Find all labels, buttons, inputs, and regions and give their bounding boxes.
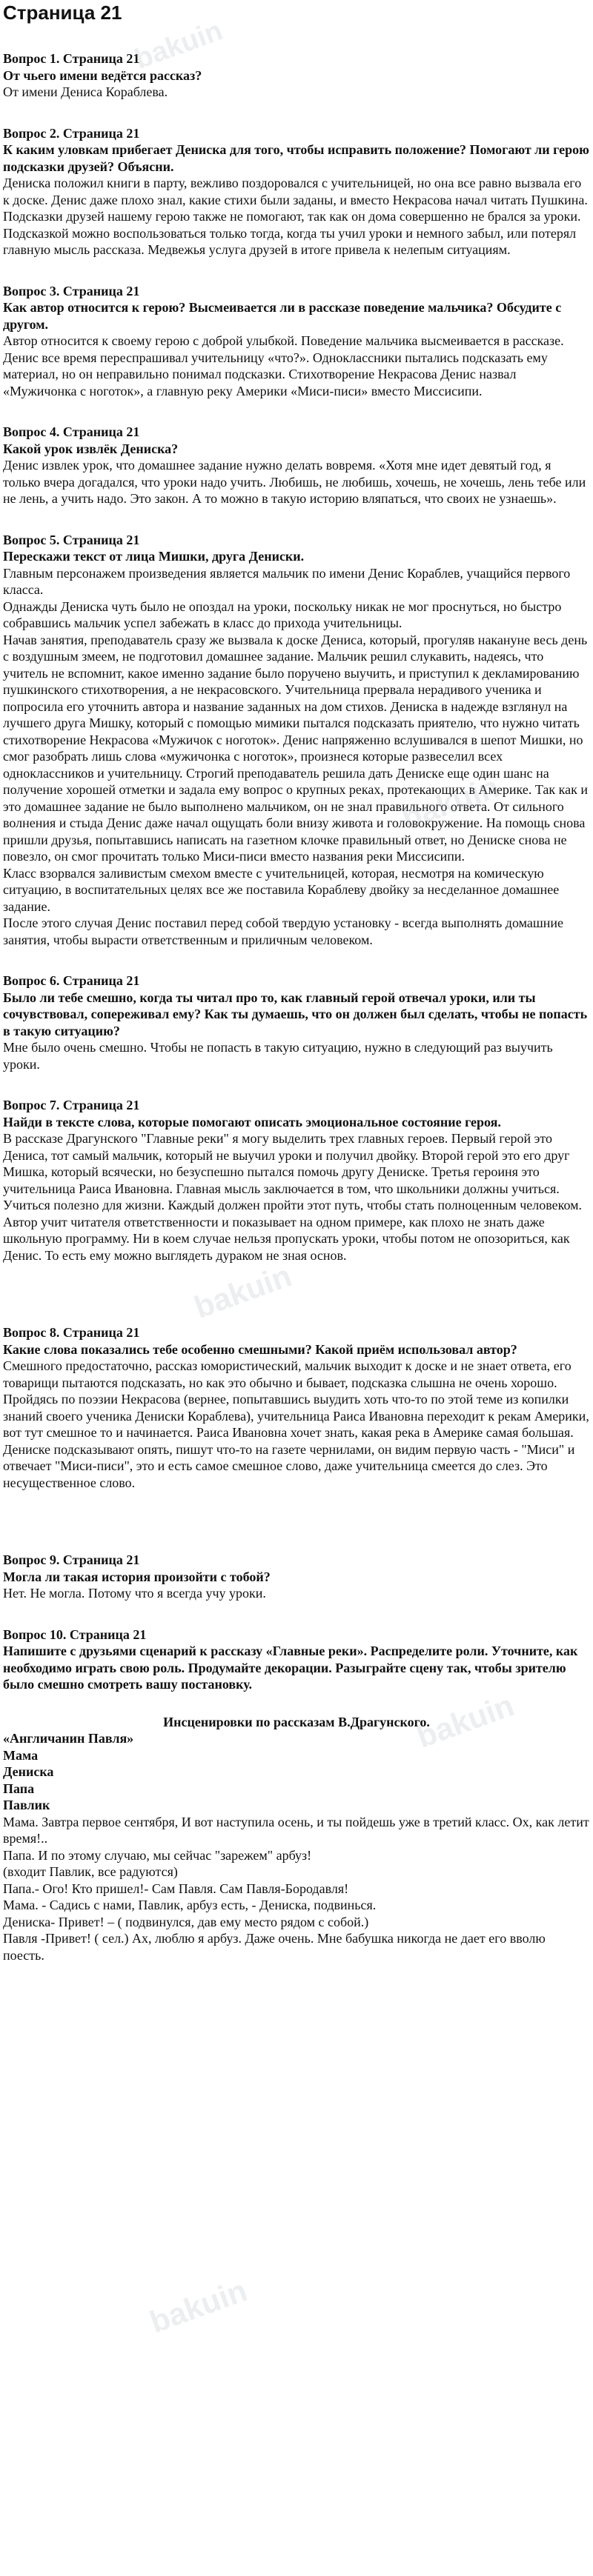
role-name: Мама xyxy=(3,1747,39,1763)
answer-paragraph: Главным персонажем произведения является мальчик по имени Денис Кораблев, учащийся первого класса. xyxy=(3,565,571,597)
scenario-line: Мама. Завтра первое сентября, И вот наступила осень, и ты пойдешь уже в третий класс. Ох, как летит время!.. xyxy=(3,1814,589,1846)
question-header: Вопрос 3. Страница 21 xyxy=(3,283,140,298)
answer xyxy=(3,1585,590,1602)
question-block xyxy=(3,532,590,949)
question-text: К каким уловкам прибегает Дениска для того, чтобы исправить положение? Помогают ли герою подсказки друзей? Объясни. xyxy=(3,142,589,174)
question-block xyxy=(3,1324,590,1491)
answer xyxy=(3,1358,590,1491)
scenario-line: Павля -Привет! ( сел.) Ах, люблю я арбуз. Даже очень. Мне бабушка никогда не дает его вволю поесть. xyxy=(3,1931,546,1963)
question-header: Вопрос 7. Страница 21 xyxy=(3,1098,140,1112)
question-header: Вопрос 1. Страница 21 xyxy=(3,51,140,66)
question-text: Могла ли такая история произойти с тобой? xyxy=(3,1569,271,1584)
question-text: Как автор относится к герою? Высмеивается ли в рассказе поведение мальчика? Обсудите с другом. xyxy=(3,300,562,332)
question-header: Вопрос 8. Страница 21 xyxy=(3,1325,140,1340)
question-text: Напишите с друзьями сценарий к рассказу «Главные реки». Распределите роли. Уточните, как необходимо играть свою роль. Продумайте декорации. Разыграйте сцену так, чтобы зрителю было смешно смотреть вашу постановку. xyxy=(3,1644,578,1692)
answer xyxy=(3,333,590,399)
question-text: Какие слова показались тебе особенно смешными? Какой приём использовал автор? xyxy=(3,1341,517,1357)
question-text: Было ли тебе смешно, когда ты читал про то, как главный герой отвечал уроки, или ты сочувствовал, сопереживал ему? Как ты думаешь, что он должен был сделать, чтобы не попасть в такую ситуацию? xyxy=(3,990,588,1038)
answer-paragraph: В рассказе Драгунского "Главные реки" я могу выделить трех главных героев. Первый герой это Дениса, тот самый мальчик, который не выучил уроки и получил двойку. Второй герой это его друг Мишка, который всячески, но безуспешно пытался помочь другу Дениске. Третья героиня это учительница Раиса Ивановна. Главная мысль заключается в том, что школьники должны учиться. Учиться полезно для жизни. Каждый должен пройти этот путь, чтобы стать полноценным человеком. Автор учит читателя ответственности и показывает на одном примере, как плохо не знать даже школьную программу. Ни в коем случае нельзя пропускать уроки, чтобы потом не опозориться, как Денис. То есть ему можно выглядеть дураком не зная основ. xyxy=(3,1131,583,1263)
answer xyxy=(3,565,590,949)
answer-paragraph: Начав занятия, преподаватель сразу же вызвала к доске Дениса, который, прогуляв накануне весь день с воздушным змеем, не подготовил домашнее задание. Мальчик решил слукавить, надеясь, что учитель не вспомнит, какое именно задание было поручено выучить, и приступил к декламированию пушкинского стихотворения, а не некрасовского. Учительница прервала нерадивого ученика и попросила его уточнить автора и название заданных на дом стихов. Дениска в надежде взглянул на лучшего друга Мишку, который с помощью мимики пытался подсказать приятелю, что нужно читать стихотворение Некрасова «Мужичок с ноготок». Денис напряженно вслушивался в шепот Мишки, но смог разобрать лишь слова «мужичонка с ноготок», произнеся которые развеселил всех одноклассников и учительницу. Строгий преподаватель решила дать Денискe еще один шанс на получение хорошей отметки и задала ему вопрос о крупных реках, протекающих в Америке. Так как и это домашнее задание не было выполнено мальчиком, он не знал правильного ответа. От сильного волнения и стыда Денис даже начал ощущать боли внизу живота и головокружение. На помощь снова пришли друзья, попытавшись написать на газетном клочке правильный ответ, но Дениске снова не повезло, он смог прочитать только Миси-писи вместо названия реки Миссисипи. xyxy=(3,632,588,864)
scenario-title: Инсценировки по рассказам В.Драгунского. xyxy=(163,1714,430,1729)
question-header: Вопрос 6. Страница 21 xyxy=(3,973,140,988)
watermark: bakuin xyxy=(189,1258,296,1325)
question-block xyxy=(3,1626,590,1693)
role-name: Папа xyxy=(3,1781,35,1796)
answer xyxy=(3,1130,590,1264)
question-header: Вопрос 4. Страница 21 xyxy=(3,424,140,439)
question-block xyxy=(3,50,590,101)
answer-paragraph: Автор относится к своему герою с доброй улыбкой. Поведение мальчика высмеивается в рассказе. Денис все время переспрашивал учительницу «что?». Одноклассники пытались подсказать ему материал, но он неправильно понимал подсказки. Стихотворение Некрасова Денис назвал «Мужичонка с ноготок», а главную реку Америки «Миси-писи» вместо Миссисипи. xyxy=(3,333,564,398)
page-title: Страница 21 xyxy=(3,1,122,24)
scenario-line: Папа. И по этому случаю, мы сейчас "зарежем" арбуз! xyxy=(3,1847,312,1863)
question-block xyxy=(3,972,590,1072)
answer-paragraph: Мне было очень смешно. Чтобы не попасть в такую ситуацию, нужно в следующий раз выучить уроки. xyxy=(3,1040,553,1072)
answer xyxy=(3,457,590,507)
watermark: bakuin xyxy=(145,2272,252,2340)
watermark: bakuin xyxy=(411,1687,519,1755)
question-text: От чьего имени ведётся рассказ? xyxy=(3,67,202,83)
question-text: Перескажи текст от лица Мишки, друга Дениски. xyxy=(3,549,305,564)
question-header: Вопрос 10. Страница 21 xyxy=(3,1626,147,1642)
answer-paragraph: После этого случая Денис поставил перед собой твердую установку - всегда выполнять домашние занятия, чтобы вырасти ответственным и приличным человеком. xyxy=(3,915,563,947)
scenario-line: (входит Павлик, все радуются) xyxy=(3,1864,178,1879)
role-name: Павлик xyxy=(3,1798,50,1812)
scenario-line: Дениска- Привет! – ( подвинулся, дав ему место рядом с собой.) xyxy=(3,1914,369,1929)
question-text: Какой урок извлёк Дениска? xyxy=(3,441,179,456)
question-block xyxy=(3,125,590,258)
question-text: Найди в тексте слова, которые помогают описать эмоциональное состояние героя. xyxy=(3,1114,501,1129)
question-block xyxy=(3,283,590,400)
watermark: bakuin xyxy=(397,769,504,836)
role-name: Дениска xyxy=(3,1764,54,1779)
question-header: Вопрос 5. Страница 21 xyxy=(3,532,140,547)
question-block xyxy=(3,1097,590,1264)
question-header: Вопрос 9. Страница 21 xyxy=(3,1552,140,1567)
scenario-line: Мама. - Садись с нами, Павлик, арбуз есть, - Дениска, подвинься. xyxy=(3,1898,377,1912)
answer-paragraph: От имени Дениса Кораблева. xyxy=(3,84,168,99)
watermark: bakuin xyxy=(130,15,227,76)
answer-paragraph: Смешного предостаточно, рассказ юмористический, мальчик выходит к доске и не знает ответа, его товарищи пытаются подсказать, но как это обычно и бывает, подсказка слышна не очень хорошо. Пройдясь по поэзии Некрасова (вернее, попытавшись выудить хоть что-то по этой теме из копилки знаний своего ученика Дениски Кораблева), учительница Раиса Ивановна переходит к рекам Америки, вот тут смешное то и начинается. Раиса Ивановна хочет знать, какая река в Америке самая большая. Дениске подсказывают опять, пишут что-то на газете чернилами, он видим первую часть - "Миси" и отвечает "Миси-писи", это и есть самое смешное слово, даже учительница смеется до слез. Это несущественное слово. xyxy=(3,1358,589,1490)
question-block xyxy=(3,424,590,507)
answer-paragraph: Однажды Дениска чуть было не опоздал на уроки, поскольку никак не мог проснуться, но быстро собравшись мальчик успел забежать в класс до прихода учительницы. xyxy=(3,598,562,630)
answer-paragraph: Денис извлек урок, что домашнее задание нужно делать вовремя. «Хотя мне идет девятый год, я только вчера догадался, что уроки надо учить. Любишь, не любишь, хочешь, не хочешь, лень тебе или не лень, а учить надо. Это закон. А то можно в такую историю вляпаться, что своих не узнаешь». xyxy=(3,458,586,506)
document-body xyxy=(0,50,593,1963)
answer xyxy=(3,1039,590,1072)
question-header: Вопрос 2. Страница 21 xyxy=(3,125,140,141)
answer xyxy=(3,175,590,258)
answer-paragraph: Дениска положил книги в парту, вежливо поздоровался с учительницей, но она все равно вызвала его к доске. Денис даже плохо знал, какие стихи были заданы, и вместо Некрасова начал читать Пушкина. Подсказки друзей нашему герою также не помогают, так как он дома совершенно не брался за уроки. Подсказкой можно воспользоваться только тогда, когда ты учил уроки и немного забыл, или потерял главную мысль рассказа. Медвежья услуга друзей в итоге привела к нелепым ситуациям. xyxy=(3,176,588,257)
answer xyxy=(3,84,590,101)
answer-paragraph: Класс взорвался заливистым смехом вместе с учительницей, которая, несмотря на комическую ситуацию, в воспитательных целях все же поставила Кораблеву двойку за несделанное домашнее задание. xyxy=(3,865,560,914)
answer-paragraph: Нет. Не могла. Потому что я всегда учу уроки. xyxy=(3,1586,266,1601)
scenario-subtitle: «Англичанин Павля» xyxy=(3,1731,134,1746)
scenario-line: Папа.- Ого! Кто пришел!- Сам Павля. Сам Павля-Бородавля! xyxy=(3,1881,349,1896)
question-block xyxy=(3,1552,590,1602)
